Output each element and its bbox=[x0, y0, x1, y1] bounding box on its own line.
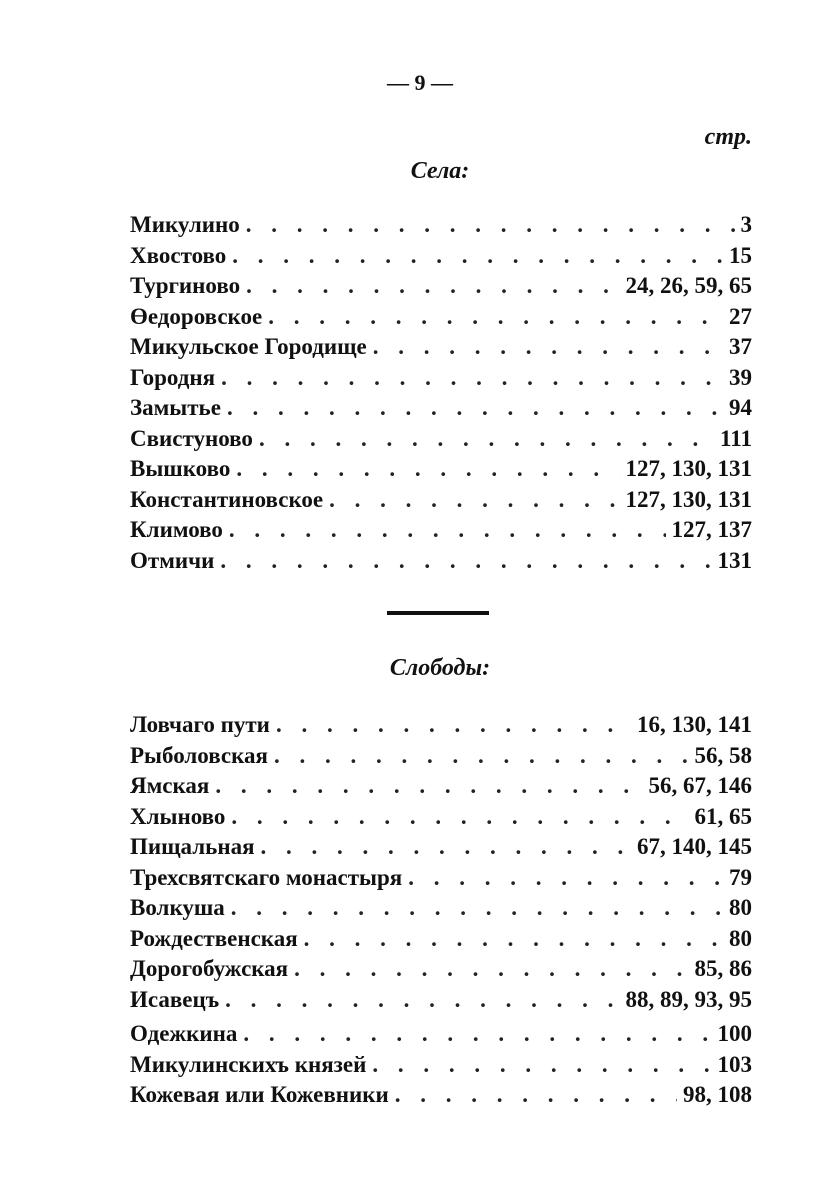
dot-leader bbox=[294, 956, 688, 982]
entry-pages: 85, 86 bbox=[694, 956, 752, 981]
entry-name: Пищальная bbox=[130, 834, 255, 859]
index-entry bbox=[130, 895, 752, 926]
entry-name: Өедоровское bbox=[130, 303, 263, 329]
dot-leader bbox=[372, 1052, 711, 1078]
dot-leader bbox=[268, 304, 723, 330]
section-heading-sela: Села: bbox=[410, 158, 470, 184]
dot-leader bbox=[236, 456, 619, 482]
entry-name: Отмичи bbox=[130, 547, 215, 573]
entry-pages: 67, 140, 145 bbox=[637, 834, 752, 859]
entry-name: Хлыново bbox=[130, 803, 226, 829]
index-entry bbox=[130, 273, 752, 304]
entry-pages: 100 bbox=[717, 1021, 752, 1046]
index-entry bbox=[130, 804, 752, 835]
entry-pages: 131 bbox=[717, 547, 752, 573]
index-entry bbox=[130, 956, 752, 987]
entry-name: Замытье bbox=[130, 395, 221, 420]
index-entry bbox=[130, 487, 752, 518]
index-entry bbox=[130, 712, 752, 743]
dot-leader bbox=[225, 987, 619, 1013]
entry-name: Рыболовская bbox=[130, 742, 268, 768]
dot-leader bbox=[246, 212, 735, 238]
entry-name: Хвостово bbox=[130, 242, 227, 268]
dot-leader bbox=[229, 517, 666, 543]
page-number: — 9 — bbox=[387, 70, 453, 95]
entry-pages: 127, 137 bbox=[671, 517, 752, 542]
entry-pages: 61, 65 bbox=[694, 803, 752, 829]
index-entry bbox=[130, 773, 752, 804]
index-entry bbox=[130, 548, 752, 579]
section-heading-slobody: Слободы: bbox=[389, 655, 491, 681]
entry-pages: 16, 130, 141 bbox=[637, 712, 752, 737]
index-entry bbox=[130, 834, 752, 865]
entry-pages: 80 bbox=[729, 925, 752, 951]
index-entry bbox=[130, 334, 752, 365]
dot-leader bbox=[220, 548, 711, 574]
entry-name: Микулинскихъ князей bbox=[130, 1051, 367, 1077]
entry-pages: 27 bbox=[729, 303, 752, 329]
dot-leader bbox=[276, 712, 631, 738]
dot-leader bbox=[231, 895, 723, 921]
index-entry bbox=[130, 1082, 752, 1113]
entry-pages: 56, 58 bbox=[694, 742, 752, 768]
sela-list bbox=[130, 212, 752, 578]
dot-leader bbox=[395, 1082, 677, 1108]
index-entry bbox=[130, 926, 752, 957]
entry-pages: 111 bbox=[720, 425, 752, 451]
index-entry bbox=[130, 395, 752, 426]
dot-leader bbox=[232, 243, 723, 269]
entry-name: Кожевая или Кожевники bbox=[130, 1082, 389, 1107]
page-column-label: стр. bbox=[704, 124, 752, 150]
index-entry bbox=[130, 365, 752, 396]
entry-name: Ямская bbox=[130, 773, 210, 798]
entry-name: Трехсвятскаго монастыря bbox=[130, 864, 403, 890]
entry-pages: 103 bbox=[717, 1051, 752, 1077]
entry-name: Рождественская bbox=[130, 925, 298, 951]
index-entry bbox=[130, 456, 752, 487]
entry-name: Ловчаго пути bbox=[130, 712, 270, 737]
index-entry bbox=[130, 743, 752, 774]
index-entry bbox=[130, 1052, 752, 1083]
entry-pages: 24, 26, 59, 65 bbox=[625, 273, 752, 298]
dot-leader bbox=[304, 926, 723, 952]
entry-name: Константиновское bbox=[130, 486, 324, 512]
dot-leader bbox=[261, 834, 631, 860]
entry-pages: 127, 130, 131 bbox=[625, 456, 752, 481]
dot-leader bbox=[243, 1021, 711, 1047]
index-entry bbox=[130, 243, 752, 274]
entry-name: Климово bbox=[130, 517, 223, 542]
dot-leader bbox=[259, 426, 714, 452]
entry-pages: 15 bbox=[729, 242, 752, 268]
entry-pages: 94 bbox=[729, 395, 752, 420]
entry-pages: 79 bbox=[729, 864, 752, 890]
slobody-list bbox=[130, 712, 752, 1113]
dot-leader bbox=[215, 773, 642, 799]
dot-leader bbox=[274, 743, 689, 769]
entry-name: Свистуново bbox=[130, 425, 253, 451]
dot-leader bbox=[221, 365, 723, 391]
entry-name: Городня bbox=[130, 364, 216, 390]
entry-pages: 88, 89, 93, 95 bbox=[625, 986, 752, 1012]
entry-name: Тургиново bbox=[130, 273, 241, 298]
index-entry bbox=[130, 987, 752, 1018]
entry-pages: 39 bbox=[729, 364, 752, 390]
entry-name: Микульское Городище bbox=[130, 334, 367, 359]
index-entry bbox=[130, 1021, 752, 1052]
dot-leader bbox=[246, 273, 619, 299]
dot-leader bbox=[408, 865, 723, 891]
index-entry bbox=[130, 426, 752, 457]
entry-name: Вышково bbox=[130, 456, 231, 481]
dot-leader bbox=[227, 395, 723, 421]
entry-pages: 98, 108 bbox=[683, 1082, 752, 1107]
entry-name: Микулино bbox=[130, 212, 240, 237]
entry-name: Дорогобужская bbox=[130, 956, 289, 981]
index-entry bbox=[130, 212, 752, 243]
entry-pages: 80 bbox=[729, 895, 752, 920]
entry-name: Исавецъ bbox=[130, 986, 220, 1012]
section-divider bbox=[387, 611, 489, 615]
dot-leader bbox=[373, 334, 723, 360]
dot-leader bbox=[329, 487, 619, 513]
index-entry bbox=[130, 865, 752, 896]
entry-pages: 37 bbox=[729, 334, 752, 359]
index-entry bbox=[130, 517, 752, 548]
entry-name: Одежкина bbox=[130, 1021, 238, 1046]
entry-pages: 127, 130, 131 bbox=[625, 486, 752, 512]
entry-name: Волкуша bbox=[130, 895, 225, 920]
dot-leader bbox=[231, 804, 688, 830]
entry-pages: 56, 67, 146 bbox=[648, 773, 752, 798]
index-entry bbox=[130, 304, 752, 335]
entry-pages: 3 bbox=[740, 212, 752, 237]
